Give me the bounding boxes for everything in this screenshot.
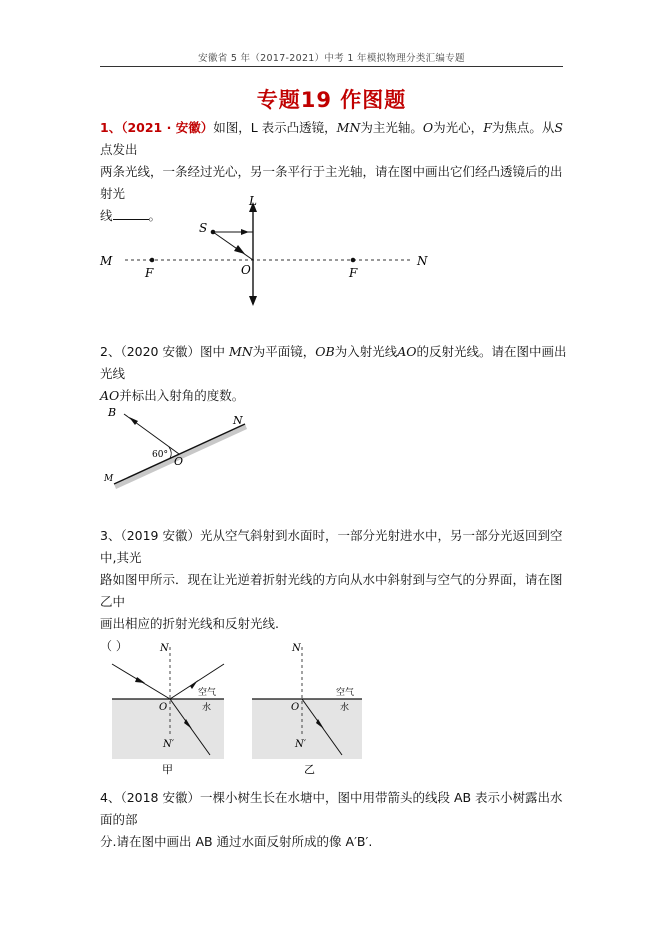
q2-line-1 [100,341,570,385]
label-o: O [174,455,184,468]
label-n-prime: N′ [295,739,307,750]
q2-text-b: 为平面镜， [252,344,316,359]
q2-text-e: 并标出入射角的度数。 [119,388,245,403]
q1-line-1 [100,117,570,161]
label-n: N [160,643,169,654]
q1-text-e: 点发出 [100,142,138,157]
ray-center-arrow-icon [234,245,245,254]
q1-line-3-end: 。 [148,208,162,223]
reflected-ray-arrow-icon [190,680,198,689]
incident-ray-arrow-icon [135,677,145,683]
q1-lens-figure [95,192,435,312]
caption-yi: 乙 [304,763,315,776]
angle-label: 60° [152,450,168,460]
q2-source: （2020 安徽） [120,344,200,359]
label-o: O [159,702,168,713]
q4-line-1: 4、（2018 安徽）一棵小树生长在水塘中，图中用带箭头的线段 AB 表示小树露出水面的部 [100,790,563,827]
label-n: N [417,254,428,268]
q1-s: S [554,120,563,135]
q2-ob: OB [315,344,335,359]
caption-jia: 甲 [162,763,173,776]
q3-line-2: 路如图甲所示．现在让光逆着折射光线的方向从水中斜射到与空气的分界面，请在图乙中 [100,572,563,609]
q2-ao-2: AO [100,388,120,403]
label-water: 水 [340,703,350,713]
question-2 [100,341,570,407]
header-divider [100,66,563,67]
q2-ao: AO [397,344,417,359]
label-f-right: F [349,266,358,280]
label-water: 水 [202,703,212,713]
q2-mirror-figure [100,402,260,494]
q4-line-2: 分.请在图中画出 AB 通过水面反射所成的像 A′B′. [100,834,373,849]
q1-text-d: 为焦点。从 [491,120,555,135]
q3-figure-a [110,637,230,777]
label-f-left: F [145,266,154,280]
q1-text-c: 为光心， [433,120,484,135]
q1-text-b: 为主光轴。 [360,120,423,135]
label-b: B [108,406,117,419]
q3-line-1: 3、（2019 安徽）光从空气斜射到水面时，一部分光射进水中，另一部分光返回到空中,其光 [100,528,563,565]
label-n-prime: N′ [163,739,175,750]
mirror-mn [114,424,245,484]
q3-answer-bracket: （ ） [100,639,128,653]
focus-right [351,258,356,263]
label-air: 空气 [198,688,217,698]
label-o: O [291,702,300,713]
page-header: 安徽省 5 年（2017-2021）中考 1 年模拟物理分类汇编专题 [198,53,465,64]
lens-bottom-arrow-icon [249,296,257,306]
q1-mn: MN [336,120,361,135]
q1-line-2: 两条光线，一条经过光心，另一条平行于主光轴，请在图中画出它们经凸透镜后的出射光 [100,164,563,201]
page-title: 专题19 作图题 [256,88,407,112]
q2-text-c: 为入射光线 [334,344,398,359]
q2-mn: MN [228,344,253,359]
q1-line-3-text: 线 [100,208,113,223]
question-4 [100,787,570,853]
label-m: M [100,254,113,268]
label-n: N [233,414,243,427]
label-n: N [292,643,301,654]
label-l: L [249,194,257,208]
q2-text-a: 图中 [200,344,229,359]
q3-figure-b [250,637,370,777]
q1-number: 1、 [100,120,122,135]
label-air: 空气 [336,688,355,698]
q2-text-d: 的反射光线。请在图中画出光线 [100,344,567,381]
label-s: S [199,221,208,235]
label-o: O [241,263,251,277]
q2-number: 2、 [100,344,121,359]
q1-text-a: 如图，L 表示凸透镜， [213,120,337,135]
label-m: M [104,474,114,484]
q1-source: （2021 · 安徽） [121,120,214,135]
q1-o: O [422,120,434,135]
focus-left [150,258,155,263]
ray-parallel-arrow-icon [241,229,249,235]
q3-line-3: 画出相应的折射光线和反射光线. [100,616,279,631]
q1-f: F [483,120,492,135]
ray-center [213,232,253,260]
